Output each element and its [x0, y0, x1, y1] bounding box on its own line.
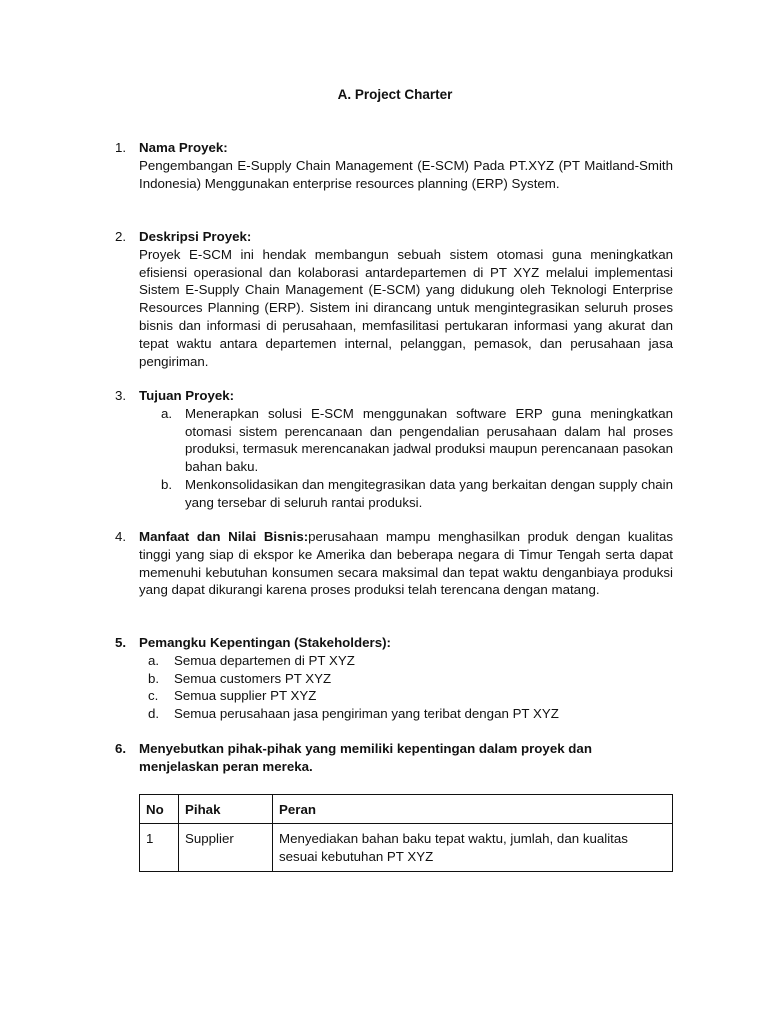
section-number: 3.: [115, 388, 127, 403]
section-text: Pengembangan E-Supply Chain Management (E-SCM) Pada PT.XYZ (PT Maitland-Smith Indonesia) Menggunakan enterprise resources planning (ERP) System.: [139, 157, 673, 191]
section-heading: Manfaat dan Nilai Bisnis:: [139, 529, 309, 544]
section-heading: Pemangku Kepentingan (Stakeholders):: [139, 635, 391, 650]
section-number: 4.: [115, 529, 127, 544]
section-stakeholders: [115, 634, 673, 723]
list-item-letter: d.: [148, 706, 160, 722]
section-heading: Deskripsi Proyek:: [139, 229, 252, 244]
table-header-no: No: [140, 795, 179, 824]
list-item-text: Semua perusahaan jasa pengiriman yang teribat dengan PT XYZ: [174, 706, 559, 722]
section-tujuan-proyek: [115, 387, 673, 512]
list-item: [115, 652, 673, 670]
section-nama-proyek: [115, 139, 673, 192]
section-text: perusahaan mampu menghasilkan produk dengan kualitas tinggi yang siap di ekspor ke Amerika dan beberapa negara di Timur Tengah serta dapat memenuhi kebutuhan konsumen secara maksimal dan tepat waktu denganbiaya produksi yang dapat dikurangi karena proses produksi telah terencana dengan matang.: [139, 529, 673, 598]
list-item: [115, 476, 673, 512]
table-cell-no: 1: [140, 823, 179, 872]
list-item-letter: c.: [148, 688, 159, 704]
table-header-pihak: Pihak: [179, 795, 273, 824]
list-item-text: Menkonsolidasikan dan mengitegrasikan data yang berkaitan dengan supply chain yang tersebar di seluruh rantai produksi.: [185, 476, 673, 510]
table-header-peran: Peran: [273, 795, 673, 824]
table-cell-pihak: Supplier: [179, 823, 273, 872]
section-text: Proyek E-SCM ini hendak membangun sebuah sistem otomasi guna meningkatkan efisiensi operasional dan kolaborasi antardepartemen di PT XYZ melalui implementasi Sistem E-Supply Chain Management (E-SCM) yang didukung oleh Teknologi Enterprise Resources Planning (ERP). Sistem ini dirancang untuk mengintegrasikan seluruh proses bisnis dan informasi di perusahaan, memfasilitasi pertukaran informasi yang akurat dan tepat waktu antara departemen internal, pelanggan, pemasok, dan perusahaan jasa pengiriman.: [139, 246, 673, 369]
section-number: 6.: [115, 741, 127, 756]
document-title: A. Project Charter: [337, 87, 453, 102]
list-item-letter: b.: [161, 476, 173, 492]
list-item-text: Semua departemen di PT XYZ: [174, 652, 355, 668]
stakeholder-roles-table: [139, 794, 673, 872]
section-pihak-peran: [115, 740, 673, 776]
section-manfaat: [115, 528, 673, 599]
section-number: 2.: [115, 229, 127, 244]
list-item-letter: a.: [148, 652, 160, 668]
section-heading: Tujuan Proyek:: [139, 388, 235, 403]
section-deskripsi-proyek: [115, 228, 673, 370]
list-item-text: Semua supplier PT XYZ: [174, 688, 317, 704]
table-cell-peran: Menyediakan bahan baku tepat waktu, jumlah, dan kualitas sesuai kebutuhan PT XYZ: [273, 823, 673, 872]
list-item: [115, 405, 673, 476]
list-item: [115, 670, 673, 688]
table-row: [140, 823, 673, 872]
list-item-text: Menerapkan solusi E-SCM menggunakan software ERP guna meningkatkan otomasi sistem perencanaan dan pengendalian perusahaan dalam hal proses produksi, termasuk merencanakan jadwal produksi maupun perencanaan pasokan bahan baku.: [185, 405, 673, 475]
table-header-row: [140, 795, 673, 824]
list-item: [115, 705, 673, 723]
section-heading: Menyebutkan pihak-pihak yang memiliki kepentingan dalam proyek dan menjelaskan peran mereka.: [139, 741, 592, 774]
section-number: 5.: [115, 635, 127, 650]
list-item-letter: b.: [148, 670, 160, 686]
section-heading: Nama Proyek:: [139, 140, 228, 155]
section-number: 1.: [115, 140, 127, 155]
list-item: [115, 687, 673, 705]
list-item-text: Semua customers PT XYZ: [174, 670, 332, 686]
list-item-letter: a.: [161, 405, 173, 421]
